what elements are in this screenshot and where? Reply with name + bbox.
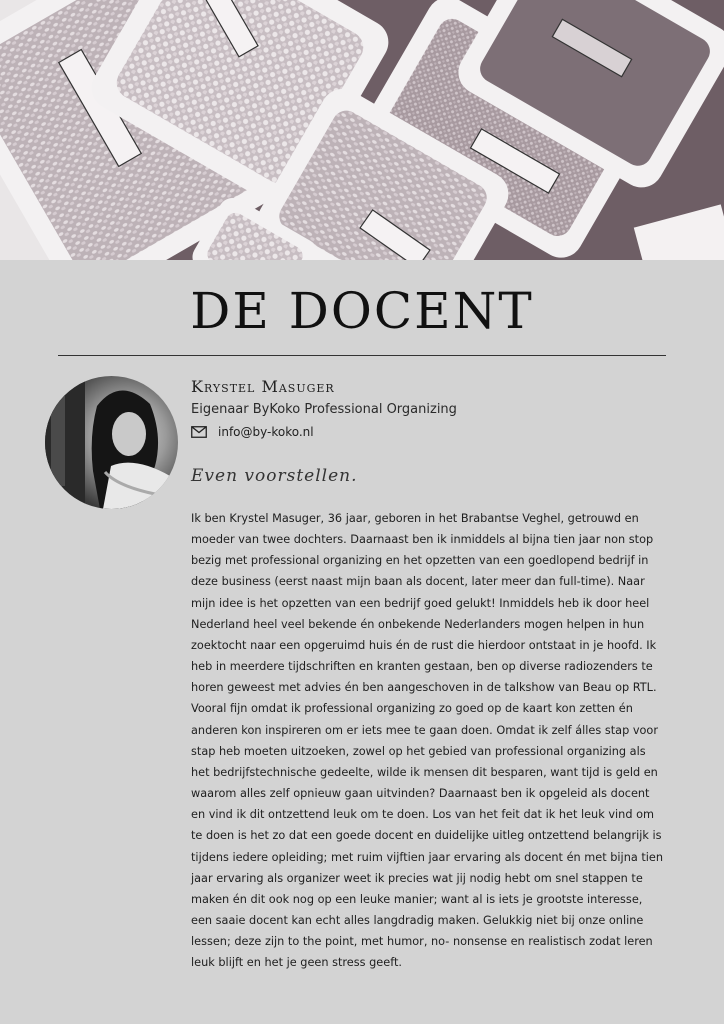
hero-photo bbox=[0, 0, 724, 260]
contact-row bbox=[191, 425, 314, 439]
page-title: DE DOCENT bbox=[190, 282, 534, 340]
title-divider bbox=[58, 355, 666, 356]
email-link[interactable]: info@by-koko.nl bbox=[218, 425, 314, 439]
portrait-photo bbox=[45, 376, 178, 509]
profile-role: Eigenaar ByKoko Professional Organizing bbox=[191, 402, 457, 417]
intro-heading: Even voorstellen. bbox=[191, 466, 358, 486]
hero-storage-containers bbox=[0, 0, 724, 260]
avatar bbox=[45, 376, 178, 509]
bio-paragraph: Ik ben Krystel Masuger, 36 jaar, geboren in het Brabantse Veghel, getrouwd en moeder van twee dochters. Daarnaast ben ik inmiddels al bijna tien jaar non stop bezig met professional organizing en het opzetten van een goedlopend bedrijf in deze business (eerst naast mijn baan als docent, later meer dan full-time). Naar mijn idee is het opzetten van een bedrijf goed gelukt! Inmiddels heb ik door heel Nederland heel veel bekende én onbekende Nederlanders mogen helpen in hun zoektocht naar een opgeruimd huis én de rust die hierdoor ontstaat in je hoofd. Ik heb in meerdere tijdschriften en kranten gestaan, ben op diverse radiozenders te horen geweest met advies én ben aangeschoven in de talkshow van Beau op RTL. Vooral fijn omdat ik professional organizing zo goed op de kaart kon zetten én anderen kon inspireren om er iets mee te gaan doen. Omdat ik zelf álles stap voor stap heb moeten uitzoeken, zowel op het gebied van professional organizing als het bedrijfstechnische gedeelte, wilde ik mensen dit besparen, want tijd is geld en waarom alles zelf opnieuw gaan uitvinden? Daarnaast ben ik opgeleid als docent en vind ik dit ontzettend leuk om te doen. Los van het feit dat ik het leuk vind om te doen is het zo dat een goede docent en duidelijke uitleg ontzettend belangrijk is tijdens iedere opleiding; met ruim vijftien jaar ervaring als docent én met bijna tien jaar ervaring als organizer weet ik precies wat jij nodig hebt om snel stappen te maken én dit ook nog op een leuke manier; want al is iets je grootste interesse, een saaie docent kan echt alles langdradig maken. Gelukkig niet bij onze online lessen; deze zijn to the point, met humor, no- nonsense en realistisch zodat leren leuk blijft en het je geen stress geeft. bbox=[191, 512, 664, 970]
mail-icon bbox=[191, 426, 207, 438]
profile-name: Krystel Masuger bbox=[191, 377, 335, 396]
